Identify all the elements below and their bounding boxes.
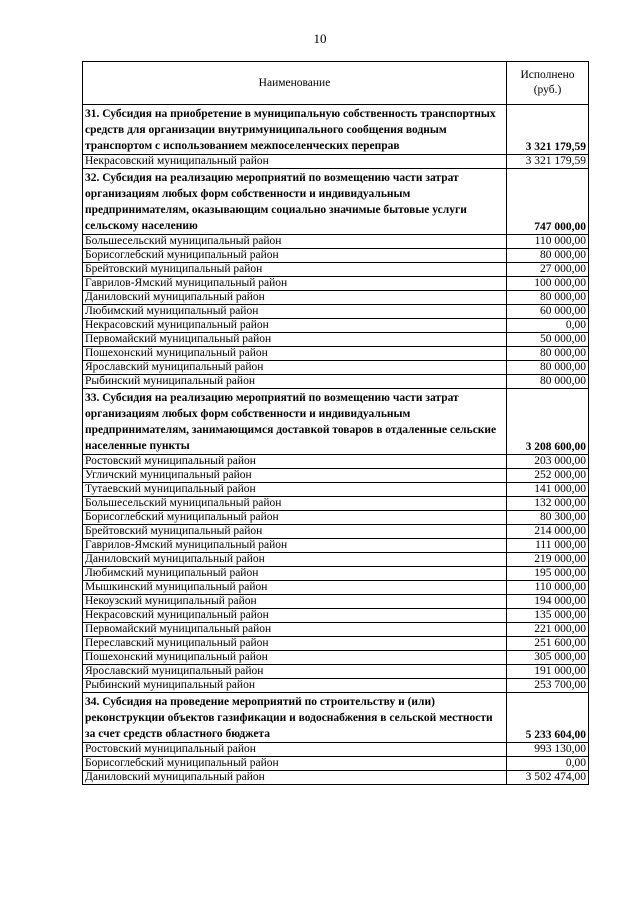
- section-header-row: [83, 693, 589, 743]
- table-row: [83, 771, 589, 785]
- column-header-amount: [507, 62, 589, 105]
- table-row: [83, 581, 589, 595]
- table-row: [83, 553, 589, 567]
- district-amount: 219 000,00: [507, 553, 589, 567]
- district-name: Первомайский муниципальный район: [83, 333, 507, 347]
- district-amount: 0,00: [507, 757, 589, 771]
- section-header-row: [83, 169, 589, 235]
- district-amount: 251 600,00: [507, 637, 589, 651]
- table-row: [83, 651, 589, 665]
- table-row: [83, 361, 589, 375]
- district-amount: 100 000,00: [507, 277, 589, 291]
- section-header-row: [83, 105, 589, 155]
- district-amount: 253 700,00: [507, 679, 589, 693]
- district-amount: 80 000,00: [507, 375, 589, 389]
- table-row: [83, 637, 589, 651]
- table-row: [83, 623, 589, 637]
- district-amount: 195 000,00: [507, 567, 589, 581]
- district-amount: 80 000,00: [507, 291, 589, 305]
- section-title: 34. Субсидия на проведение мероприятий по строительству и (или) реконструкции объектов газификации и водоснабжения в сельской местности за счет средств областного бюджета: [83, 693, 507, 743]
- district-name: Некоузский муниципальный район: [83, 595, 507, 609]
- table-row: [83, 305, 589, 319]
- table-row: [83, 469, 589, 483]
- column-header-name: Наименование: [83, 62, 507, 105]
- district-amount: 141 000,00: [507, 483, 589, 497]
- district-amount: 110 000,00: [507, 581, 589, 595]
- district-name: Некрасовский муниципальный район: [83, 155, 507, 169]
- district-amount: 80 000,00: [507, 347, 589, 361]
- district-amount: 110 000,00: [507, 235, 589, 249]
- column-header-amount-line1: Исполнено: [520, 69, 575, 81]
- district-name: Рыбинский муниципальный район: [83, 375, 507, 389]
- table-row: [83, 455, 589, 469]
- district-amount: 214 000,00: [507, 525, 589, 539]
- district-amount: 194 000,00: [507, 595, 589, 609]
- district-amount: 191 000,00: [507, 665, 589, 679]
- district-amount: 221 000,00: [507, 623, 589, 637]
- table-row: [83, 525, 589, 539]
- district-amount: 0,00: [507, 319, 589, 333]
- district-name: Некрасовский муниципальный район: [83, 609, 507, 623]
- district-name: Ярославский муниципальный район: [83, 361, 507, 375]
- table-row: [83, 263, 589, 277]
- district-name: Рыбинский муниципальный район: [83, 679, 507, 693]
- district-name: Гаврилов-Ямский муниципальный район: [83, 277, 507, 291]
- table-row: [83, 539, 589, 553]
- district-amount: 50 000,00: [507, 333, 589, 347]
- district-name: Мышкинский муниципальный район: [83, 581, 507, 595]
- district-amount: 3 321 179,59: [507, 155, 589, 169]
- table-row: [83, 333, 589, 347]
- table-row: [83, 155, 589, 169]
- district-amount: 80 300,00: [507, 511, 589, 525]
- district-name: Любимский муниципальный район: [83, 305, 507, 319]
- section-header-row: [83, 389, 589, 455]
- district-name: Большесельский муниципальный район: [83, 235, 507, 249]
- table-row: [83, 609, 589, 623]
- district-name: Угличский муниципальный район: [83, 469, 507, 483]
- table-row: [83, 483, 589, 497]
- district-name: Борисоглебский муниципальный район: [83, 757, 507, 771]
- district-amount: 60 000,00: [507, 305, 589, 319]
- district-name: Даниловский муниципальный район: [83, 553, 507, 567]
- district-name: Борисоглебский муниципальный район: [83, 511, 507, 525]
- table-row: [83, 347, 589, 361]
- district-name: Ярославский муниципальный район: [83, 665, 507, 679]
- district-amount: 305 000,00: [507, 651, 589, 665]
- district-name: Большесельский муниципальный район: [83, 497, 507, 511]
- table-row: [83, 567, 589, 581]
- district-name: Ростовский муниципальный район: [83, 743, 507, 757]
- table-row: [83, 291, 589, 305]
- district-name: Некрасовский муниципальный район: [83, 319, 507, 333]
- section-total: 3 208 600,00: [507, 389, 589, 455]
- district-amount: 132 000,00: [507, 497, 589, 511]
- district-name: Ростовский муниципальный район: [83, 455, 507, 469]
- table-row: [83, 743, 589, 757]
- district-amount: 111 000,00: [507, 539, 589, 553]
- table-body: [83, 105, 589, 785]
- district-name: Даниловский муниципальный район: [83, 771, 507, 785]
- district-amount: 3 502 474,00: [507, 771, 589, 785]
- district-amount: 203 000,00: [507, 455, 589, 469]
- district-name: Первомайский муниципальный район: [83, 623, 507, 637]
- district-amount: 252 000,00: [507, 469, 589, 483]
- table-row: [83, 511, 589, 525]
- district-amount: 80 000,00: [507, 361, 589, 375]
- table-row: [83, 235, 589, 249]
- table-row: [83, 497, 589, 511]
- section-total: 5 233 604,00: [507, 693, 589, 743]
- district-amount: 80 000,00: [507, 249, 589, 263]
- table-header-row: [83, 62, 589, 105]
- table-row: [83, 277, 589, 291]
- column-header-amount-line2: (руб.): [533, 84, 562, 96]
- table-row: [83, 375, 589, 389]
- section-total: 3 321 179,59: [507, 105, 589, 155]
- district-amount: 135 000,00: [507, 609, 589, 623]
- page-number: 10: [313, 31, 327, 46]
- district-name: Тутаевский муниципальный район: [83, 483, 507, 497]
- district-name: Пошехонский муниципальный район: [83, 651, 507, 665]
- table-row: [83, 757, 589, 771]
- table-row: [83, 249, 589, 263]
- budget-execution-table: [82, 61, 589, 785]
- table-row: [83, 665, 589, 679]
- district-amount: 993 130,00: [507, 743, 589, 757]
- district-name: Любимский муниципальный район: [83, 567, 507, 581]
- district-name: Брейтовский муниципальный район: [83, 263, 507, 277]
- district-name: Гаврилов-Ямский муниципальный район: [83, 539, 507, 553]
- table-row: [83, 319, 589, 333]
- district-amount: 27 000,00: [507, 263, 589, 277]
- section-total: 747 000,00: [507, 169, 589, 235]
- district-name: Борисоглебский муниципальный район: [83, 249, 507, 263]
- section-title: 32. Субсидия на реализацию мероприятий по возмещению части затрат организациям любых форм собственности и индивидуальным предпринимателям, оказывающим социально значимые бытовые услуги сельскому населению: [83, 169, 507, 235]
- section-title: 33. Субсидия на реализацию мероприятий по возмещению части затрат организациям любых форм собственности и индивидуальным предпринимателям, занимающимся доставкой товаров в отдаленные сельские населенные пункты: [83, 389, 507, 455]
- district-name: Переславский муниципальный район: [83, 637, 507, 651]
- table-row: [83, 595, 589, 609]
- section-title: 31. Субсидия на приобретение в муниципальную собственность транспортных средств для организации внутримуниципального сообщения водным транспортом с использованием межпоселенческих переправ: [83, 105, 507, 155]
- district-name: Брейтовский муниципальный район: [83, 525, 507, 539]
- table-row: [83, 679, 589, 693]
- district-name: Пошехонский муниципальный район: [83, 347, 507, 361]
- district-name: Даниловский муниципальный район: [83, 291, 507, 305]
